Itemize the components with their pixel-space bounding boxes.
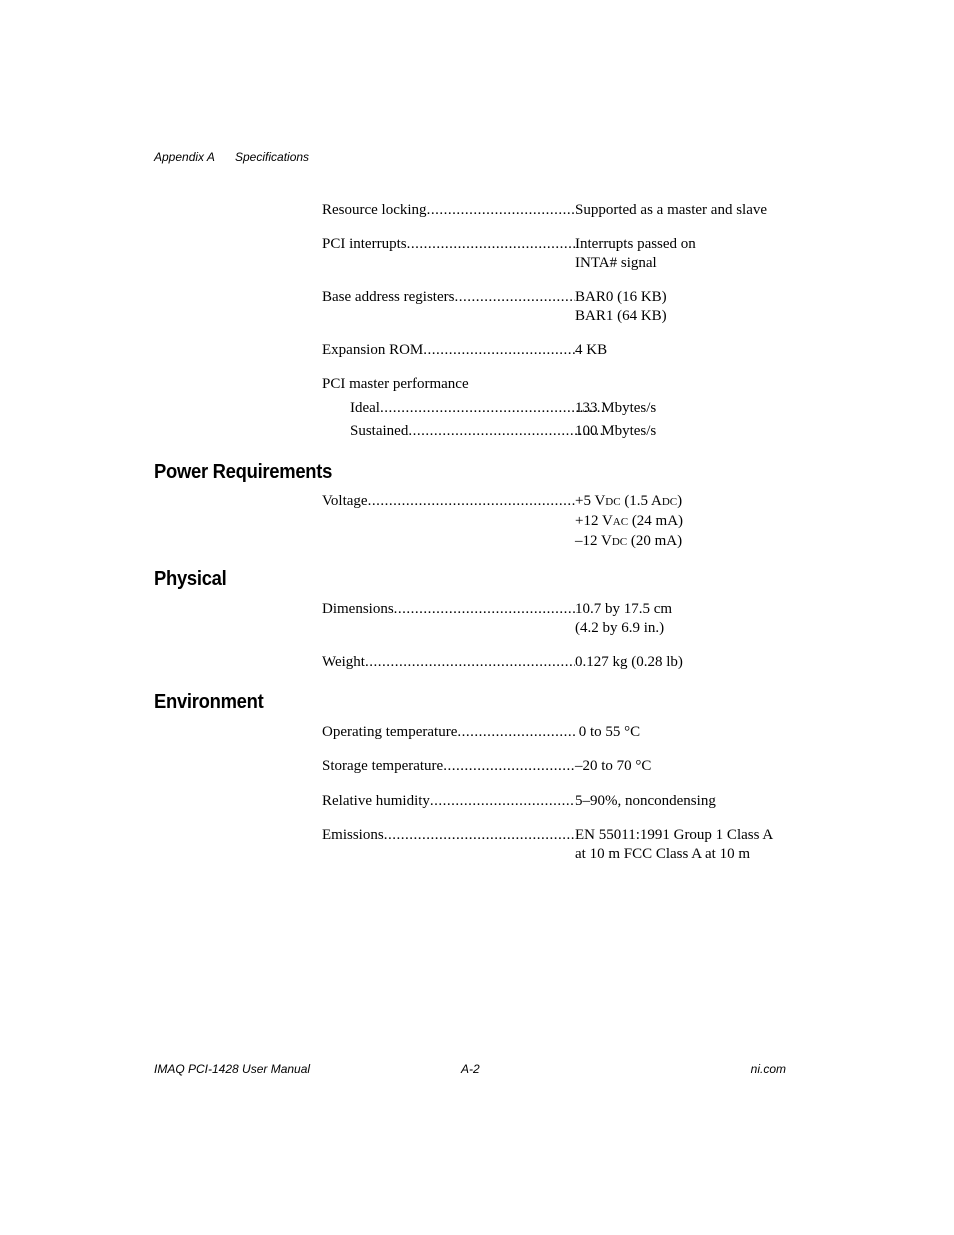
spec-label: Relative humidity bbox=[322, 793, 430, 809]
spec-value: 100 Mbytes/s bbox=[575, 423, 657, 439]
leader-dots bbox=[427, 201, 575, 220]
leader-dots bbox=[430, 792, 575, 811]
spec-label: Storage temperature bbox=[322, 758, 444, 774]
spec-value: BAR0 (16 KB) BAR1 (64 KB) bbox=[575, 289, 667, 324]
leader-dots bbox=[380, 399, 603, 418]
running-header-title: Specifications bbox=[235, 150, 310, 164]
spec-value bbox=[575, 492, 795, 552]
footer-manual-title: IMAQ PCI-1428 User Manual bbox=[154, 1062, 311, 1076]
spec-value: 0.127 kg (0.28 lb) bbox=[575, 654, 683, 670]
leader-dots bbox=[365, 653, 575, 672]
section-heading-power-requirements: Power Requirements bbox=[154, 461, 333, 483]
section-heading-physical: Physical bbox=[154, 568, 227, 590]
spec-label: Emissions bbox=[322, 827, 384, 843]
spec-value: Supported as a master and slave bbox=[575, 202, 768, 218]
spec-value: 0 to 55 °C bbox=[575, 724, 641, 740]
spec-value: EN 55011:1991 Group 1 Class A at 10 m FCC Class A at 10 m bbox=[575, 827, 774, 862]
voltage-line-3: –12 VDC (20 mA) bbox=[575, 533, 683, 549]
footer-page-number: A-2 bbox=[461, 1062, 480, 1076]
spec-value: 5–90%, noncondensing bbox=[575, 793, 716, 809]
spec-label: Sustained bbox=[350, 423, 409, 439]
spec-label: Expansion ROM bbox=[322, 342, 424, 358]
leader-dots bbox=[408, 422, 603, 441]
leader-dots bbox=[454, 288, 575, 307]
running-header-chapter: Appendix A bbox=[154, 150, 215, 164]
leader-dots bbox=[394, 600, 575, 619]
section-heading-environment: Environment bbox=[154, 691, 264, 713]
spec-value: 10.7 by 17.5 cm (4.2 by 6.9 in.) bbox=[575, 601, 673, 636]
leader-dots bbox=[384, 826, 575, 845]
leader-dots bbox=[443, 757, 575, 776]
spec-value: 133 Mbytes/s bbox=[575, 400, 657, 416]
spec-subheading: PCI master performance bbox=[322, 376, 469, 392]
voltage-line-2: +12 VAC (24 mA) bbox=[575, 513, 684, 529]
spec-label: Voltage bbox=[322, 493, 368, 509]
spec-label: Base address registers bbox=[322, 289, 455, 305]
spec-label: Dimensions bbox=[322, 601, 394, 617]
footer-website: ni.com bbox=[750, 1062, 786, 1076]
voltage-line-1: +5 VDC (1.5 ADC) bbox=[575, 493, 683, 509]
spec-value: 4 KB bbox=[575, 342, 608, 358]
leader-dots bbox=[423, 341, 575, 360]
spec-value: Interrupts passed on INTA# signal bbox=[575, 236, 696, 271]
leader-dots bbox=[457, 723, 575, 742]
spec-label: Resource locking bbox=[322, 202, 427, 218]
spec-label: Weight bbox=[322, 654, 365, 670]
leader-dots bbox=[407, 235, 575, 254]
spec-label: PCI interrupts bbox=[322, 236, 407, 252]
leader-dots bbox=[368, 492, 575, 511]
spec-subheading-pci-master-performance bbox=[322, 375, 792, 394]
spec-label: Ideal bbox=[350, 400, 380, 416]
spec-value: –20 to 70 °C bbox=[575, 758, 652, 774]
spec-label: Operating temperature bbox=[322, 724, 458, 740]
